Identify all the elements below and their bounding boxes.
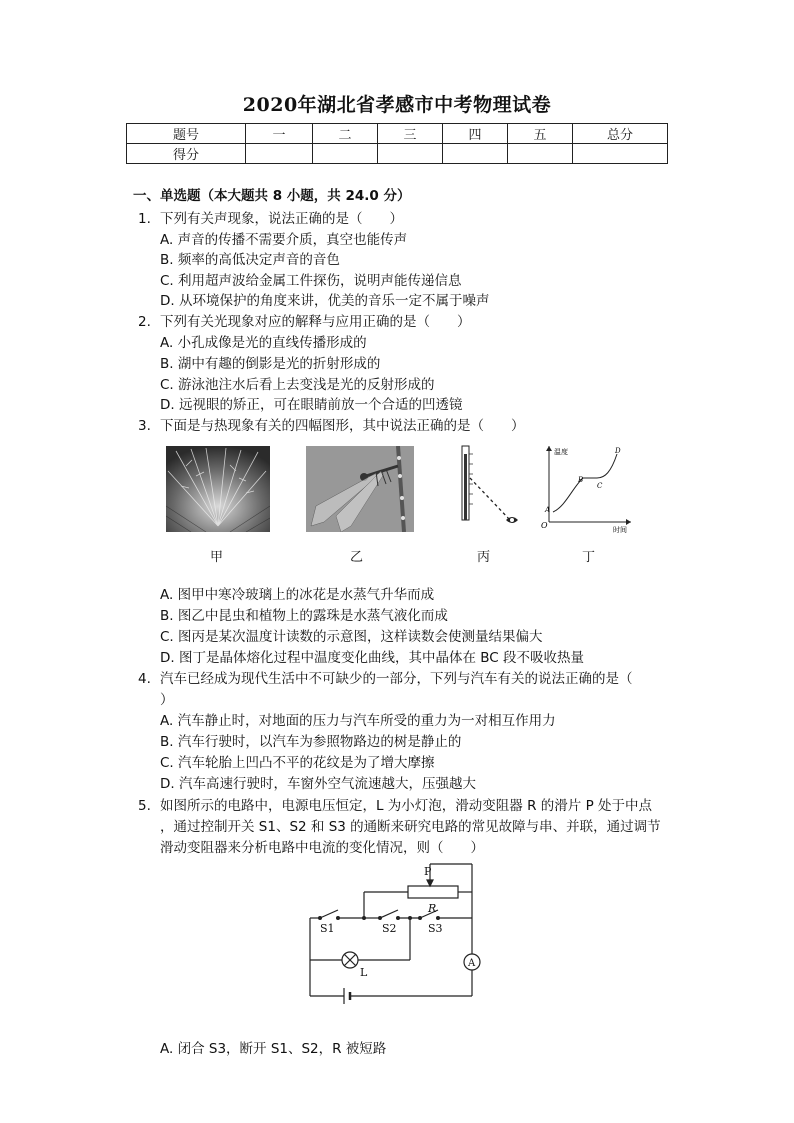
page-title: 2020年湖北省孝感市中考物理试卷 (242, 94, 552, 116)
table-cell: 题号 (127, 124, 246, 144)
table-cell: 总分 (573, 124, 668, 144)
table-cell: 得分 (127, 144, 246, 164)
table-cell (443, 144, 508, 164)
circuit-label-l: L (360, 966, 368, 979)
question-stem: 汽车已经成为现代生活中不可缺少的一部分，下列与汽车有关的说法正确的是（ (160, 671, 633, 687)
figure-caption-bing: 丙 (477, 550, 491, 565)
option-d: D. 图丁是晶体熔化过程中温度变化曲线，其中晶体在 BC 段不吸收热量 (160, 650, 585, 666)
table-cell (246, 144, 313, 164)
graph-ylabel: 温度 (554, 448, 568, 456)
question-stem: 如图所示的电路中，电源电压恒定，L 为小灯泡，滑动变阻器 R 的滑片 P 处于中点 (160, 798, 652, 814)
figure-caption-jia: 甲 (210, 550, 224, 565)
table-cell (313, 144, 378, 164)
question-number: 2. (138, 314, 151, 330)
question-number: 5. (138, 798, 151, 814)
option-d: D. 从环境保护的角度来讲，优美的音乐一定不属于噪声 (160, 293, 490, 309)
question-stem: 下列有关光现象对应的解释与应用正确的是（ ） (160, 314, 471, 330)
option-a: A. 图甲中寒冷玻璃上的冰花是水蒸气升华而成 (160, 587, 435, 603)
option-c: C. 图丙是某次温度计读数的示意图，这样读数会使测量结果偏大 (160, 629, 543, 645)
option-a: A. 闭合 S3，断开 S1、S2，R 被短路 (160, 1041, 387, 1057)
question-stem: 下面是与热现象有关的四幅图形，其中说法正确的是（ ） (160, 418, 525, 434)
option-c: C. 汽车轮胎上凹凸不平的花纹是为了增大摩擦 (160, 755, 435, 771)
ammeter-icon: A (468, 958, 476, 969)
circuit-label-s3: S3 (428, 922, 443, 935)
circuit-label-r: R (428, 902, 437, 915)
score-table (126, 123, 668, 164)
option-a: A. 小孔成像是光的直线传播形成的 (160, 335, 367, 351)
section-heading: 一、单选题（本大题共 8 小题，共 24.0 分） (133, 188, 411, 204)
question-number: 4. (138, 671, 151, 687)
option-b: B. 湖中有趣的倒影是光的折射形成的 (160, 356, 381, 372)
option-c: C. 游泳池注水后看上去变浅是光的反射形成的 (160, 377, 435, 393)
question-stem-cont: ，通过控制开关 S1、S2 和 S3 的通断来研究电路的常见故障与串、并联，通过调节 (160, 819, 661, 835)
question-stem: 下列有关声现象，说法正确的是（ ） (160, 211, 403, 227)
table-cell: 一 (246, 124, 313, 144)
question-stem-cont: 滑动变阻器来分析电路中电流的变化情况，则（ ） (160, 840, 484, 856)
graph-point-a: A (545, 506, 551, 514)
dragonfly-photo (306, 446, 414, 532)
graph-point-b: B (578, 476, 584, 484)
table-cell (573, 144, 668, 164)
frost-photo (166, 446, 270, 532)
figure-caption-ding: 丁 (582, 550, 596, 565)
table-cell: 二 (313, 124, 378, 144)
graph-xlabel: 时间 (613, 526, 627, 534)
table-row (127, 144, 668, 164)
question-number: 1. (138, 211, 151, 227)
figure-caption-yi: 乙 (350, 550, 364, 565)
circuit-label-p: P (424, 865, 432, 878)
option-c: C. 利用超声波给金属工件探伤，说明声能传递信息 (160, 273, 462, 289)
option-b: B. 图乙中昆虫和植物上的露珠是水蒸气液化而成 (160, 608, 448, 624)
question-stem-cont: ） (160, 692, 174, 708)
table-cell: 四 (443, 124, 508, 144)
graph-origin: O (541, 521, 548, 530)
table-row (127, 124, 668, 144)
question-number: 3. (138, 418, 151, 434)
thermometer-diagram (448, 444, 528, 536)
table-cell: 五 (508, 124, 573, 144)
option-d: D. 汽车高速行驶时，车窗外空气流速越大，压强越大 (160, 776, 476, 792)
graph-point-d: D (615, 447, 621, 455)
option-b: B. 汽车行驶时，以汽车为参照物路边的树是静止的 (160, 734, 462, 750)
option-a: A. 汽车静止时，对地面的压力与汽车所受的重力为一对相互作用力 (160, 713, 556, 729)
circuit-diagram (300, 858, 496, 1004)
melting-curve-graph (535, 442, 635, 534)
table-cell (378, 144, 443, 164)
table-cell (508, 144, 573, 164)
option-a: A. 声音的传播不需要介质，真空也能传声 (160, 232, 408, 248)
circuit-label-s2: S2 (382, 922, 397, 935)
graph-point-c: C (597, 482, 603, 490)
option-d: D. 远视眼的矫正，可在眼睛前放一个合适的凹透镜 (160, 397, 463, 413)
table-cell: 三 (378, 124, 443, 144)
option-b: B. 频率的高低决定声音的音色 (160, 252, 340, 268)
circuit-label-s1: S1 (320, 922, 335, 935)
